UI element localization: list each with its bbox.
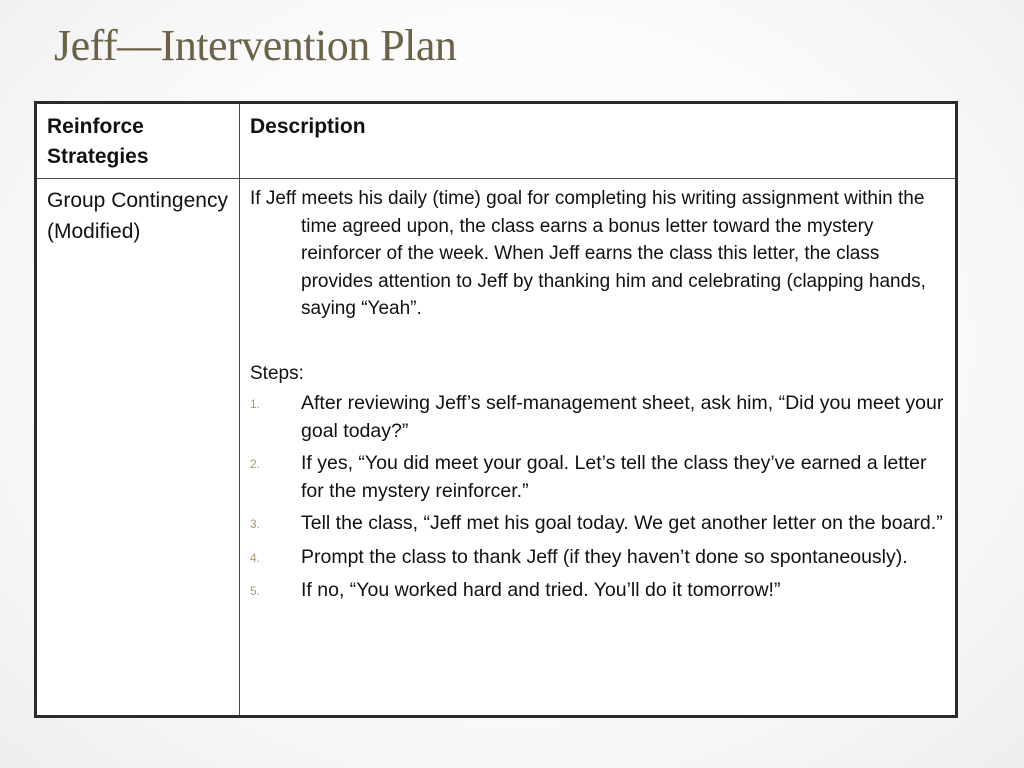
step-number: 3.: [250, 517, 261, 531]
steps-label: Steps:: [250, 362, 304, 384]
description-paragraph: If Jeff meets his daily (time) goal for completing his writing assignment within the time agreed upon, the class earns a bonus letter toward the mystery reinforcer of the week. When Jeff earns the class this letter, the class provides attention to Jeff by thanking him and celebrating (clapping hands, saying “Yeah”.: [250, 188, 926, 319]
step-text: After reviewing Jeff’s self-management sheet, ask him, “Did you meet your goal today?”: [301, 392, 944, 442]
step-item: [250, 450, 945, 505]
step-number: 5.: [250, 584, 261, 598]
slide-title: Jeff—Intervention Plan: [54, 21, 457, 70]
header-reinforce-strategies: Reinforce Strategies: [36, 103, 240, 179]
step-item: [250, 390, 945, 445]
description-cell: [240, 179, 957, 717]
step-text: Prompt the class to thank Jeff (if they haven’t done so spontaneously).: [301, 545, 908, 568]
step-text: If yes, “You did meet your goal. Let’s tell the class they’ve earned a letter for the mystery reinforcer.”: [301, 452, 927, 502]
step-text: If no, “You worked hard and tried. You’ll do it tomorrow!”: [301, 579, 781, 601]
intervention-plan-table: [34, 101, 958, 718]
step-item: [250, 577, 945, 606]
step-item: [250, 510, 945, 539]
step-number: 4.: [250, 550, 261, 565]
header-description: Description: [240, 103, 957, 179]
step-number: 1.: [250, 397, 261, 411]
step-text: Tell the class, “Jeff met his goal today. We get another letter on the board.”: [301, 512, 943, 534]
step-number: 2.: [250, 457, 261, 471]
table-row: [36, 179, 957, 717]
step-item: [250, 544, 945, 573]
steps-list: [250, 390, 945, 606]
table-header-row: [36, 103, 957, 179]
strategy-cell: Group Contingency (Modified): [36, 179, 240, 717]
